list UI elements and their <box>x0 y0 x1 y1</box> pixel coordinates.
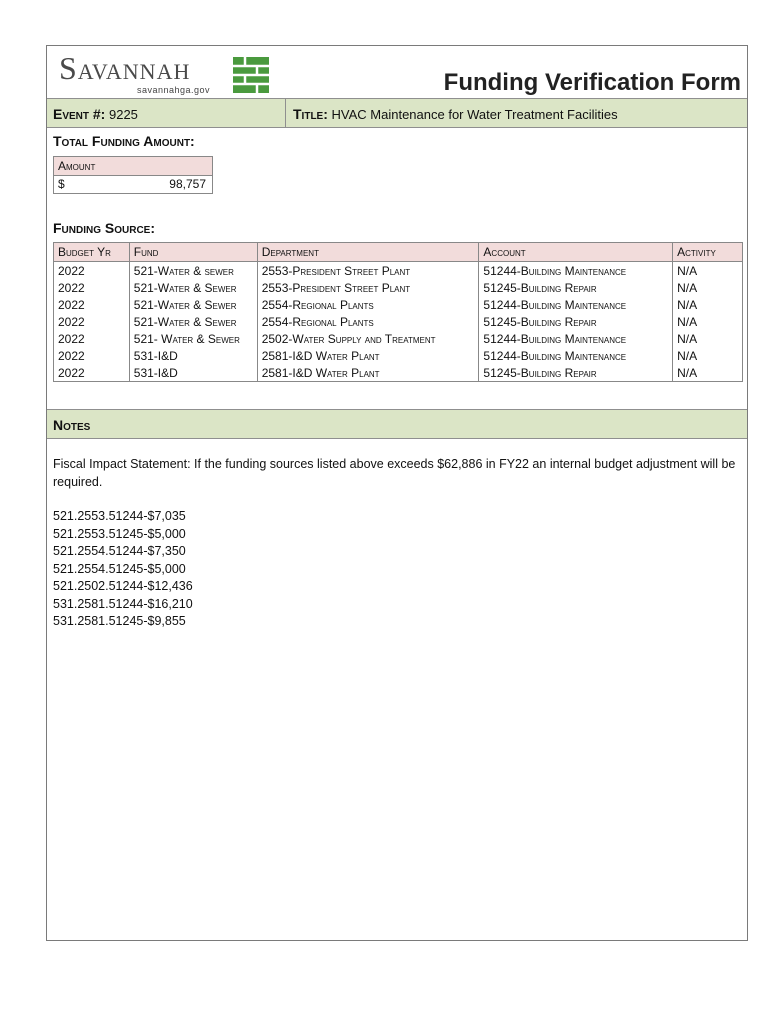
notes-heading: Notes <box>53 417 91 433</box>
budget-line: 521.2554.51245-$5,000 <box>53 561 186 576</box>
notes-body <box>53 456 738 631</box>
cell-department: 2554-Regional Plants <box>257 313 479 330</box>
table-header-row <box>54 243 743 262</box>
cell-budget-yr: 2022 <box>54 364 130 382</box>
cell-fund: 521-Water & Sewer <box>129 279 257 296</box>
savannah-logo <box>59 50 211 95</box>
logo-url: savannahga.gov <box>137 85 211 95</box>
cell-fund: 521- Water & Sewer <box>129 330 257 347</box>
budget-line: 521.2553.51245-$5,000 <box>53 526 186 541</box>
cell-activity: N/A <box>673 262 743 280</box>
table-row <box>54 330 743 347</box>
cell-account: 51244-Building Maintenance <box>479 347 673 364</box>
cell-budget-yr: 2022 <box>54 330 130 347</box>
table-row <box>54 364 743 382</box>
fiscal-impact-statement: Fiscal Impact Statement: If the funding sources listed above exceeds $62,886 in FY22 an internal budget adjustment will be required. <box>53 457 736 489</box>
budget-line: 531.2581.51244-$16,210 <box>53 596 193 611</box>
amount-column-header: Amount <box>54 157 212 176</box>
cell-department: 2553-President Street Plant <box>257 262 479 280</box>
event-value: 9225 <box>108 107 138 122</box>
logo-wordmark: Savannah <box>59 50 191 86</box>
title-label: Title: <box>293 106 328 122</box>
amount-value: 98,757 <box>169 177 206 191</box>
cell-account: 51244-Building Maintenance <box>479 296 673 313</box>
cell-department: 2502-Water Supply and Treatment <box>257 330 479 347</box>
cell-activity: N/A <box>673 330 743 347</box>
cell-account: 51245-Building Repair <box>479 279 673 296</box>
budget-line: 521.2553.51244-$7,035 <box>53 509 186 523</box>
cell-account: 51244-Building Maintenance <box>479 330 673 347</box>
cell-fund: 521-Water & Sewer <box>129 296 257 313</box>
table-row <box>54 347 743 364</box>
cell-account: 51244-Building Maintenance <box>479 262 673 280</box>
cell-account: 51245-Building Repair <box>479 313 673 330</box>
cell-fund: 531-I&D <box>129 347 257 364</box>
cell-department: 2554-Regional Plants <box>257 296 479 313</box>
cell-activity: N/A <box>673 347 743 364</box>
form-header <box>47 46 747 98</box>
funding-verification-form <box>46 45 748 941</box>
cell-budget-yr: 2022 <box>54 296 130 313</box>
event-label: Event #: <box>53 106 106 122</box>
cell-department: 2581-I&D Water Plant <box>257 347 479 364</box>
cell-activity: N/A <box>673 296 743 313</box>
table-row <box>54 279 743 296</box>
amount-box <box>53 156 213 194</box>
funding-source-heading: Funding Source: <box>53 220 155 236</box>
cell-budget-yr: 2022 <box>54 279 130 296</box>
amount-currency: $ <box>58 177 65 191</box>
band-divider <box>285 99 286 127</box>
savannah-squares-icon <box>233 57 269 93</box>
column-header-account: Account <box>479 243 673 262</box>
column-header-activity: Activity <box>673 243 743 262</box>
cell-budget-yr: 2022 <box>54 347 130 364</box>
column-header-budget-yr: Budget Yr <box>54 243 130 262</box>
column-header-department: Department <box>257 243 479 262</box>
cell-budget-yr: 2022 <box>54 262 130 280</box>
title-value: HVAC Maintenance for Water Treatment Facilities <box>331 107 618 122</box>
cell-activity: N/A <box>673 364 743 382</box>
event-title-band <box>47 98 747 128</box>
budget-line: 521.2502.51244-$12,436 <box>53 579 193 593</box>
cell-fund: 531-I&D <box>129 364 257 382</box>
total-funding-heading: Total Funding Amount: <box>53 133 195 149</box>
cell-department: 2581-I&D Water Plant <box>257 364 479 382</box>
budget-line: 521.2554.51244-$7,350 <box>53 544 186 558</box>
cell-fund: 521-Water & sewer <box>129 262 257 280</box>
event-number <box>53 106 138 122</box>
table-row <box>54 262 743 280</box>
cell-budget-yr: 2022 <box>54 313 130 330</box>
cell-activity: N/A <box>673 279 743 296</box>
cell-department: 2553-President Street Plant <box>257 279 479 296</box>
notes-band <box>47 409 747 439</box>
cell-fund: 521-Water & Sewer <box>129 313 257 330</box>
column-header-fund: Fund <box>129 243 257 262</box>
budget-line: 531.2581.51245-$9,855 <box>53 614 186 628</box>
event-title <box>293 106 618 122</box>
cell-activity: N/A <box>673 313 743 330</box>
table-row <box>54 296 743 313</box>
table-row <box>54 313 743 330</box>
funding-source-table <box>53 242 743 382</box>
amount-row <box>54 176 212 193</box>
cell-account: 51245-Building Repair <box>479 364 673 382</box>
form-title: Funding Verification Form <box>443 69 741 96</box>
